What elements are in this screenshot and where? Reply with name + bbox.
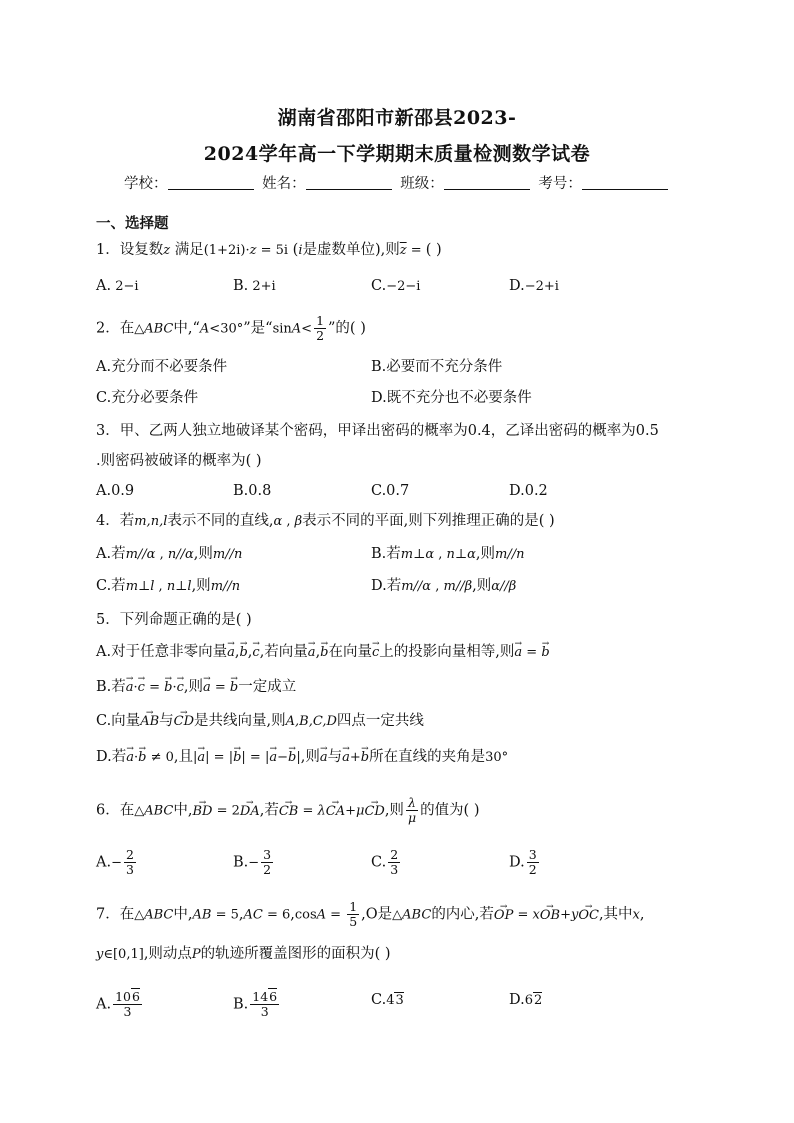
q3-stem-line1: 3．甲、乙两人独立地破译某个密码，甲译出密码的概率为0.4，乙译出密码的概率为0.5 — [96, 423, 659, 439]
q3-option-a[interactable]: A.0.9 — [96, 483, 135, 499]
q1-option-a[interactable]: A. 2−i — [96, 278, 139, 294]
q5-option-c[interactable]: C.向量→ AB与→ CD是共线向量,则A,B,C,D四点一定共线 — [96, 711, 424, 732]
section-heading: 一、选择题 — [96, 215, 169, 232]
q2-option-c[interactable]: C.充分必要条件 — [96, 390, 199, 406]
q4-option-d[interactable]: D.若m//α , m//β,则α//β — [371, 578, 517, 594]
name-field[interactable] — [306, 175, 392, 190]
q1-stem: 1．设复数z 满足(1+2i)·z = 5i (i是虚数单位),则$\overline{z}$ = ( ) — [96, 242, 442, 258]
q2-option-b[interactable]: B.必要而不充分条件 — [371, 359, 503, 375]
class-label: 班级： — [400, 176, 444, 192]
q3-option-c[interactable]: C.0.7 — [371, 483, 410, 499]
number-field[interactable] — [582, 175, 668, 190]
q6-option-a[interactable]: A.− $\frac{2}{3}$ — [96, 847, 134, 877]
q6-option-d[interactable]: D. $\frac{3}{2}$ — [509, 847, 537, 877]
q7-option-b[interactable]: B. $\frac{146}{3}$ — [233, 989, 278, 1019]
q2-option-d[interactable]: D.既不充分也不必要条件 — [371, 390, 532, 406]
q4-stem: 4．若m,n,l表示不同的直线,α , β表示不同的平面,则下列推理正确的是( ) — [96, 513, 555, 529]
q3-stem-line2: .则密码被破译的概率为( ) — [96, 453, 262, 469]
name-label: 姓名： — [262, 176, 306, 192]
q7-option-c[interactable]: C.43 — [371, 992, 404, 1008]
q5-option-b[interactable]: B.若→ a·→ c = → b·→ c,则→ a = → b一定成立 — [96, 677, 296, 698]
q7-option-d[interactable]: D.62 — [509, 992, 543, 1008]
q5-option-a[interactable]: A.对于任意非零向量→ a,→ b,→ c,若向量→ a,→ b在向量→ c上的投影向量相等,则→ a = → b — [96, 642, 550, 663]
student-info-row — [124, 172, 672, 193]
q3-option-d[interactable]: D.0.2 — [509, 483, 548, 499]
class-field[interactable] — [444, 175, 530, 190]
q1-option-b[interactable]: B. 2+i — [233, 278, 276, 294]
q4-option-c[interactable]: C.若m⊥l , n⊥l,则m//n — [96, 578, 241, 594]
exam-title-line2: 2024学年高一下学期期末质量检测数学试卷 — [203, 143, 591, 165]
q1-option-d[interactable]: D.−2+i — [509, 278, 559, 294]
q2-option-a[interactable]: A.充分而不必要条件 — [96, 359, 228, 375]
number-label: 考号： — [538, 176, 582, 192]
q3-option-b[interactable]: B.0.8 — [233, 483, 272, 499]
q2-stem: 2．在△ABC中,“A<30°”是“sinA< $\frac{1}{2}$ ”的( ) — [96, 313, 366, 343]
q6-option-c[interactable]: C. $\frac{2}{3}$ — [371, 847, 399, 877]
q5-option-d[interactable]: D.若→ a·→ b ≠ 0,且|→ a| = |→ b| = |→ a−→ b|,则→ a与→ a+→ b所在直线的夹角是30° — [96, 747, 508, 768]
q6-option-b[interactable]: B.− $\frac{3}{2}$ — [233, 847, 272, 877]
q1-option-c[interactable]: C.−2−i — [371, 278, 421, 294]
q4-option-a[interactable]: A.若m//α , n//α,则m//n — [96, 546, 243, 562]
school-label: 学校： — [124, 176, 168, 192]
q6-stem: 6．在△ABC中,→ BD = 2→ DA,若→ CB = λ→ CA+μ→ CD,则 $\frac{\lambda}{\mu}$ 的值为( ) — [96, 796, 480, 825]
q7-option-a[interactable]: A. $\frac{106}{3}$ — [96, 989, 140, 1019]
q4-option-b[interactable]: B.若m⊥α , n⊥α,则m//n — [371, 546, 525, 562]
exam-title-line1: 湖南省邵阳市新邵县2023- — [277, 107, 517, 129]
school-field[interactable] — [168, 175, 254, 190]
q7-stem-line2: y∈[0,1],则动点P的轨迹所覆盖图形的面积为( ) — [96, 946, 391, 962]
q5-stem: 5．下列命题正确的是( ) — [96, 612, 252, 628]
q7-stem-line1: 7．在△ABC中,AB = 5,AC = 6,cosA = $\frac{1}{5}$ ,O是△ABC的内心,若→ OP = x→ OB+y→ OC,其中x, — [96, 900, 645, 929]
